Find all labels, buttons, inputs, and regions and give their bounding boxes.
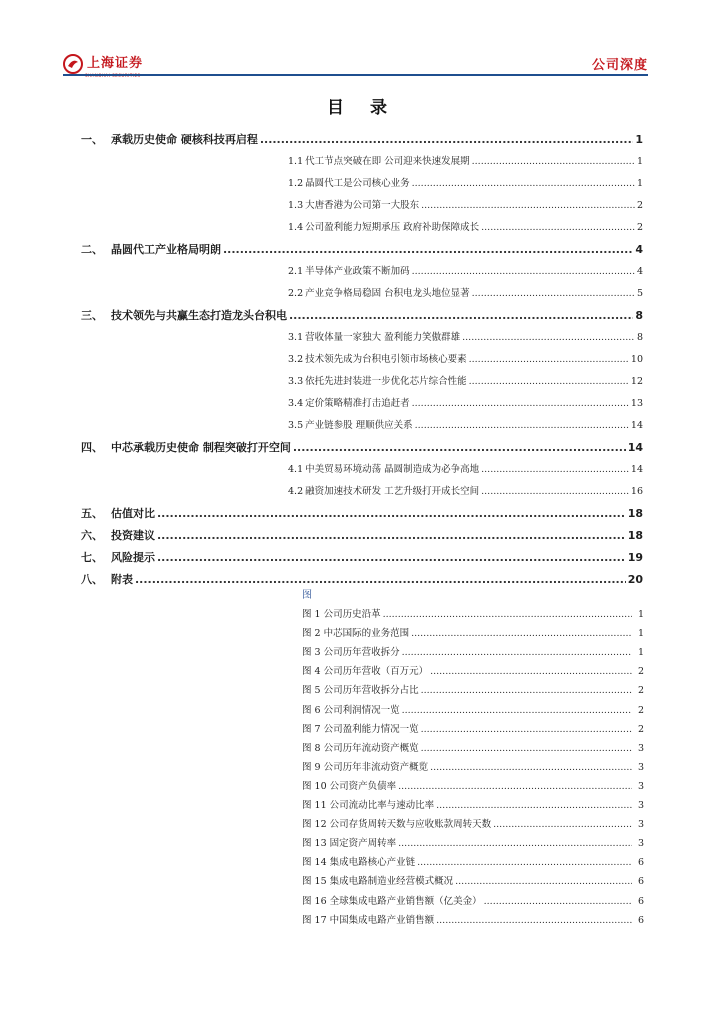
toc-entry-number: 2.1 xyxy=(288,266,304,277)
toc-entry-title: 产业链参股 理顺供应关系 xyxy=(305,420,413,431)
toc-entry-page: 12 xyxy=(630,376,643,387)
dot-leader xyxy=(436,915,632,926)
toc-subsection-entry[interactable] xyxy=(288,197,643,211)
figure-entry-page: 6 xyxy=(637,895,644,907)
toc-entry-title: 风险提示 xyxy=(111,551,155,564)
toc-entry-title: 晶圆代工产业格局明朗 xyxy=(111,243,221,256)
toc-entry-title: 中美贸易环境动荡 晶圆制造成为必争高地 xyxy=(305,464,480,475)
dot-leader xyxy=(462,332,635,343)
figure-entry-page: 3 xyxy=(637,761,644,773)
toc-entry-page: 10 xyxy=(630,354,643,365)
dot-leader xyxy=(417,857,632,868)
toc-entry-number: 3.2 xyxy=(288,354,304,365)
dot-leader xyxy=(472,156,635,167)
dot-leader xyxy=(157,529,626,542)
figure-entry-page: 6 xyxy=(637,914,644,926)
toc-entry-page: 14 xyxy=(630,420,643,431)
dot-leader xyxy=(293,441,626,454)
toc-entry-number: 1.2 xyxy=(288,178,304,189)
toc-entry-title: 依托先进封装进一步优化芯片综合性能 xyxy=(305,376,467,387)
dot-leader xyxy=(481,464,629,475)
dot-leader xyxy=(260,133,634,146)
dot-leader xyxy=(402,705,632,716)
toc-title: 目 录 xyxy=(327,98,397,118)
figure-list-entry[interactable] xyxy=(302,682,644,696)
figure-entry-label: 图 1 公司历史沿革 xyxy=(302,609,381,620)
figure-entry-label: 图 15 集成电路制造业经营模式概况 xyxy=(302,876,454,888)
figure-entry-label: 图 8 公司历年流动资产概览 xyxy=(302,742,419,754)
toc-entry-title: 估值对比 xyxy=(111,507,155,520)
dot-leader xyxy=(421,685,632,696)
toc-section-entry[interactable] xyxy=(81,439,643,455)
toc-entry-page: 14 xyxy=(627,441,643,454)
toc-entry-page: 1 xyxy=(635,133,643,146)
figure-entry-label: 图 10 公司资产负债率 xyxy=(302,780,397,792)
figure-list-entry[interactable] xyxy=(302,759,644,773)
toc-entry-page: 18 xyxy=(627,529,643,542)
dot-leader xyxy=(481,222,635,233)
toc-subsection-entry[interactable] xyxy=(288,483,643,497)
dot-leader xyxy=(484,896,632,907)
toc-entry-number: 六、 xyxy=(81,529,103,542)
logo-subtext: SHANGHAI SECURITIES xyxy=(85,73,141,78)
toc-entry-number: 三、 xyxy=(81,309,103,322)
toc-entry-number: 3.4 xyxy=(288,398,304,409)
dot-leader xyxy=(415,420,629,431)
toc-entry-page: 4 xyxy=(636,266,643,277)
figure-entry-label: 图 11 公司流动比率与速动比率 xyxy=(302,800,435,811)
toc-subsection-entry[interactable] xyxy=(288,263,643,277)
toc-entry-page: 1 xyxy=(636,178,643,189)
figure-list-entry[interactable] xyxy=(302,854,644,868)
toc-entry-page: 2 xyxy=(636,222,643,233)
toc-subsection-entry[interactable] xyxy=(288,417,643,431)
toc-subsection-entry[interactable] xyxy=(288,153,643,167)
toc-entry-title: 承载历史使命 硬核科技再启程 xyxy=(111,133,258,146)
toc-entry-title: 定价策略精准打击追赶者 xyxy=(305,398,410,409)
toc-entry-page: 14 xyxy=(630,464,643,475)
dot-leader xyxy=(430,762,632,773)
dot-leader xyxy=(157,551,626,564)
toc-entry-number: 2.2 xyxy=(288,288,304,299)
dot-leader xyxy=(493,819,632,830)
figure-list-entry[interactable] xyxy=(302,663,644,677)
toc-section-entry[interactable] xyxy=(81,241,643,257)
dot-leader xyxy=(421,743,632,754)
toc-section-entry[interactable] xyxy=(81,549,643,565)
toc-entry-page: 19 xyxy=(627,551,643,564)
figure-entry-label: 图 16 全球集成电路产业销售额（亿美金） xyxy=(302,895,482,907)
figure-entry-label: 图 2 中芯国际的业务范围 xyxy=(302,628,410,640)
figure-entry-page: 3 xyxy=(637,838,644,850)
figure-entry-page: 3 xyxy=(637,800,644,811)
dot-leader xyxy=(412,398,629,409)
toc-entry-number: 二、 xyxy=(81,243,103,256)
dot-leader xyxy=(472,288,635,299)
toc-section-entry[interactable] xyxy=(81,571,643,587)
toc-entry-number: 四、 xyxy=(81,441,103,454)
figure-entry-label: 图 12 公司存货周转天数与应收账款周转天数 xyxy=(302,819,492,831)
dot-leader xyxy=(469,354,629,365)
figure-list-entry[interactable] xyxy=(302,740,644,754)
toc-subsection-entry[interactable] xyxy=(288,175,643,189)
figure-entry-label: 图 5 公司历年营收拆分占比 xyxy=(302,685,419,697)
toc-entry-title: 大唐香港为公司第一大股东 xyxy=(305,200,420,211)
toc-entry-number: 4.1 xyxy=(288,464,304,475)
figure-entry-page: 6 xyxy=(637,857,644,869)
toc-entry-number: 1.4 xyxy=(288,222,304,233)
dot-leader xyxy=(430,666,632,677)
figure-entry-page: 1 xyxy=(637,628,644,640)
toc-entry-title: 融资加速技术研发 工艺升级打开成长空间 xyxy=(305,486,480,497)
figure-list-entry[interactable] xyxy=(302,702,644,716)
toc-entry-number: 3.1 xyxy=(288,332,304,343)
figure-list-entry[interactable] xyxy=(302,835,644,849)
toc-subsection-entry[interactable] xyxy=(288,373,643,387)
figure-entry-label: 图 9 公司历年非流动资产概览 xyxy=(302,761,429,773)
toc-entry-page: 18 xyxy=(627,507,643,520)
dot-leader xyxy=(436,800,632,811)
toc-entry-title: 半导体产业政策不断加码 xyxy=(305,266,410,277)
dot-leader xyxy=(469,376,629,387)
dot-leader xyxy=(402,647,632,658)
figure-entry-page: 2 xyxy=(637,685,644,697)
dot-leader xyxy=(398,781,632,792)
toc-entry-number: 3.3 xyxy=(288,376,304,387)
toc-entry-number: 1.1 xyxy=(288,156,304,167)
logo-emblem-icon xyxy=(63,54,83,74)
figure-list-entry[interactable] xyxy=(302,873,644,887)
figure-entry-label: 图 17 中国集成电路产业销售额 xyxy=(302,914,435,926)
toc-entry-title: 技术领先成为台积电引领市场核心要素 xyxy=(305,354,467,365)
figure-entry-page: 2 xyxy=(637,704,644,716)
toc-section-entry[interactable] xyxy=(81,505,643,521)
toc-entry-number: 1.3 xyxy=(288,200,304,211)
figure-entry-page: 2 xyxy=(637,666,644,678)
dot-leader xyxy=(481,486,629,497)
toc-entry-page: 8 xyxy=(636,332,643,343)
toc-subsection-entry[interactable] xyxy=(288,219,643,233)
toc-entry-page: 5 xyxy=(636,288,643,299)
toc-section-entry[interactable] xyxy=(81,131,643,147)
toc-entry-page: 16 xyxy=(630,486,643,497)
toc-entry-page: 1 xyxy=(636,156,643,167)
toc-entry-title: 营收体量一家独大 盈利能力笑傲群雄 xyxy=(305,332,461,343)
toc-entry-title: 公司盈利能力短期承压 政府补助保障成长 xyxy=(305,222,480,233)
header-rule xyxy=(63,74,648,76)
dot-leader xyxy=(398,838,632,849)
toc-entry-title: 产业竞争格局稳固 台积电龙头地位显著 xyxy=(305,288,470,299)
toc-entry-title: 技术领先与共赢生态打造龙头台积电 xyxy=(111,309,287,322)
report-type-label: 公司深度 xyxy=(591,58,648,73)
dot-leader xyxy=(411,628,632,639)
toc-entry-page: 13 xyxy=(630,398,643,409)
figure-entry-page: 3 xyxy=(637,819,644,831)
dot-leader xyxy=(412,178,635,189)
figure-entry-label: 图 13 固定资产周转率 xyxy=(302,838,397,850)
dot-leader xyxy=(455,876,632,887)
figure-entry-label: 图 3 公司历年营收拆分 xyxy=(302,647,400,659)
toc-entry-number: 一、 xyxy=(81,133,103,146)
figure-list-entry[interactable] xyxy=(302,912,644,926)
figure-entry-page: 3 xyxy=(637,742,644,754)
toc-subsection-entry[interactable] xyxy=(288,351,643,365)
figure-entry-label: 图 6 公司利润情况一览 xyxy=(302,704,400,716)
toc-subsection-entry[interactable] xyxy=(288,395,643,409)
figure-list-entry[interactable] xyxy=(302,644,644,658)
figure-list-entry[interactable] xyxy=(302,778,644,792)
figure-entry-page: 6 xyxy=(637,876,644,888)
toc-entry-title: 附表 xyxy=(111,573,133,586)
toc-entry-number: 五、 xyxy=(81,507,103,520)
toc-entry-page: 20 xyxy=(627,573,643,586)
figure-entry-label: 图 4 公司历年营收（百万元） xyxy=(302,666,429,678)
toc-entry-number: 4.2 xyxy=(288,486,304,497)
figure-list-entry[interactable] xyxy=(302,721,644,735)
dot-leader xyxy=(289,309,633,322)
dot-leader xyxy=(157,507,626,520)
toc-entry-title: 中芯承载历史使命 制程突破打开空间 xyxy=(111,441,291,454)
dot-leader xyxy=(135,573,626,586)
figure-entry-page: 2 xyxy=(637,723,644,735)
toc-subsection-entry[interactable] xyxy=(288,461,643,475)
figure-entry-page: 3 xyxy=(637,780,644,792)
figure-list-entry[interactable] xyxy=(302,893,644,907)
figure-entry-page: 1 xyxy=(637,647,644,659)
figure-list-entry[interactable] xyxy=(302,816,644,830)
figure-list-entry[interactable] xyxy=(302,625,644,639)
toc-entry-page: 8 xyxy=(635,309,643,322)
dot-leader xyxy=(421,200,635,211)
toc-subsection-entry[interactable] xyxy=(288,329,643,343)
figure-entry-label: 图 7 公司盈利能力情况一览 xyxy=(302,723,419,735)
toc-entry-number: 八、 xyxy=(81,573,103,586)
figure-entry-page: 1 xyxy=(637,609,644,620)
dot-leader xyxy=(421,724,632,735)
toc-entry-title: 代工节点突破在即 公司迎来快速发展期 xyxy=(305,156,470,167)
figure-list-entry[interactable] xyxy=(302,606,644,620)
toc-entry-number: 七、 xyxy=(81,551,103,564)
dot-leader xyxy=(223,243,633,256)
toc-section-entry[interactable] xyxy=(81,527,643,543)
toc-entry-title: 晶圆代工是公司核心业务 xyxy=(305,178,410,189)
figure-list-entry[interactable] xyxy=(302,797,644,811)
toc-subsection-entry[interactable] xyxy=(288,285,643,299)
figure-entry-label: 图 14 集成电路核心产业链 xyxy=(302,857,416,869)
toc-entry-title: 投资建议 xyxy=(111,529,155,542)
toc-entry-number: 3.5 xyxy=(288,420,304,431)
toc-entry-page: 4 xyxy=(635,243,643,256)
figure-list-heading: 图 xyxy=(302,590,312,601)
toc-entry-page: 2 xyxy=(636,200,643,211)
dot-leader xyxy=(412,266,635,277)
logo-text: 上海证券 xyxy=(87,56,144,71)
toc-section-entry[interactable] xyxy=(81,307,643,323)
dot-leader xyxy=(383,609,632,620)
